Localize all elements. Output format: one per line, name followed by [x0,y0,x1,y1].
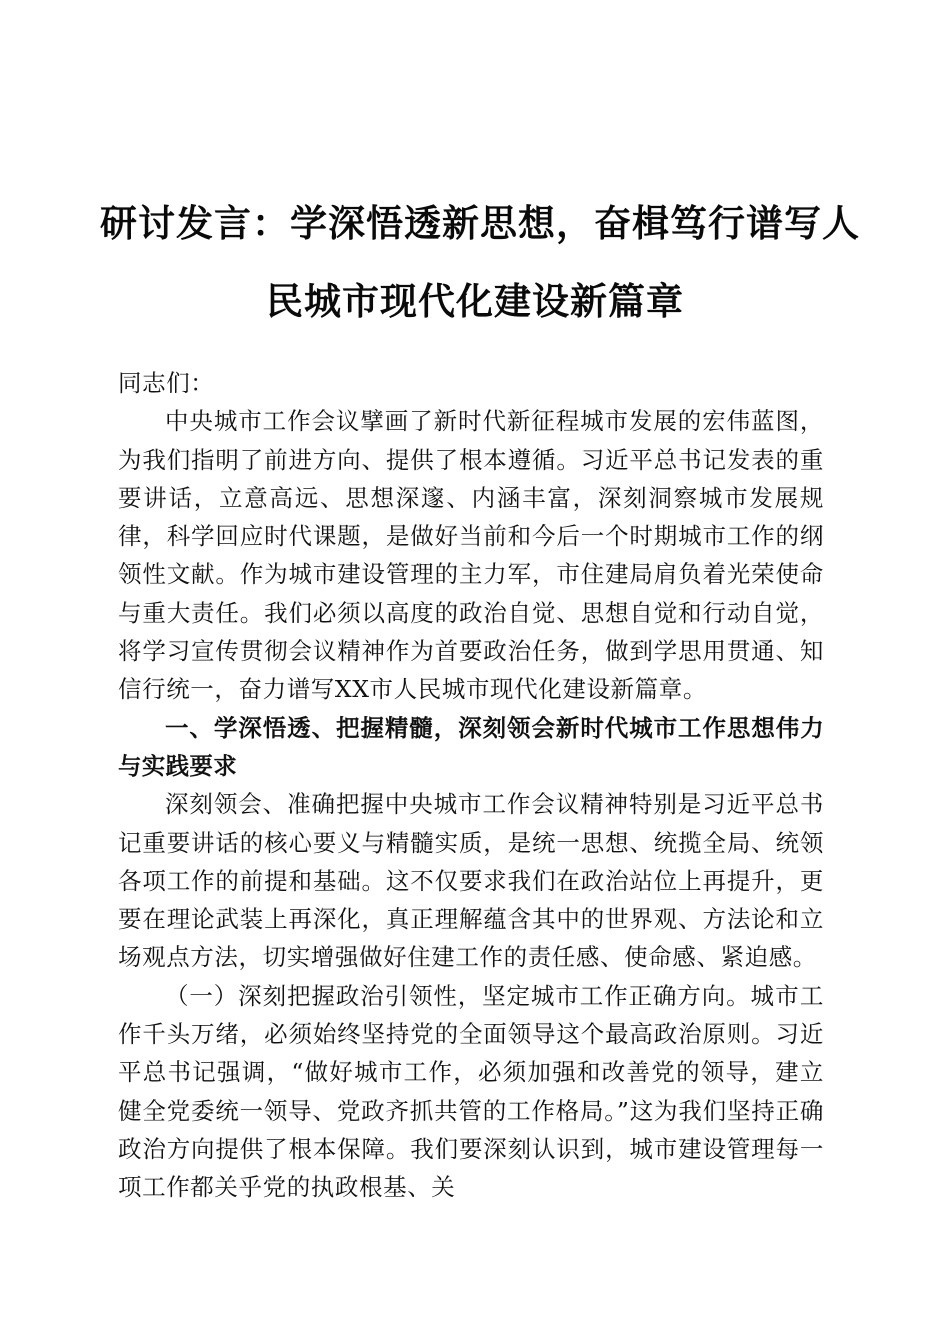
title-line-1: 研讨发言：学深悟透新思想，奋楫笃行谱写人 [100,201,860,245]
paragraph-intro: 中央城市工作会议擘画了新时代新征程城市发展的宏伟蓝图，为我们指明了前进方向、提供了根本遵循。习近平总书记发表的重要讲话，立意高远、思想深邃、内涵丰富，深刻洞察城市发展规律，科学回应时代课题，是做好当前和今后一个时期城市工作的纲领性文献。作为城市建设管理的主力军，市住建局肩负着光荣使命与重大责任。我们必须以高度的政治自觉、思想自觉和行动自觉，将学习宣传贯彻会议精神作为首要政治任务，做到学思用贯通、知信行统一，奋力谱写XX市人民城市现代化建设新篇章。 [118,407,824,704]
document-body [118,364,824,1207]
subsection-1-body: 城市工作千头万绪，必须始终坚持党的全面领导这个最高政治原则。习近平总书记强调，“做好城市工作，必须加强和改善党的领导，建立健全党委统一领导、党政齐抓共管的工作格局。”这为我们坚持正确政治方向提供了根本保障。我们要深刻认识到，城市建设管理每一项工作都关乎党的执政根基、关 [118,981,824,1202]
paragraph-section-1: 深刻领会、准确把握中央城市工作会议精神特别是习近平总书记重要讲话的核心要义与精髓实质，是统一思想、统揽全局、统领各项工作的前提和基础。这不仅要求我们在政治站位上再提升，更要在理论武装上再深化，真正理解蕴含其中的世界观、方法论和立场观点方法，切实增强做好住建工作的责任感、使命感、紧迫感。 [118,790,824,972]
document-title [100,185,860,341]
section-heading-1: 一、学深悟透、把握精髓，深刻领会新时代城市工作思想伟力与实践要求 [118,713,824,780]
title-line-2: 民城市现代化建设新篇章 [266,279,684,323]
subsection-1-lead: （一）深刻把握政治引领性，坚定城市工作正确方向。 [165,981,751,1010]
greeting: 同志们： [118,369,215,397]
paragraph-subsection-1 [118,977,824,1207]
